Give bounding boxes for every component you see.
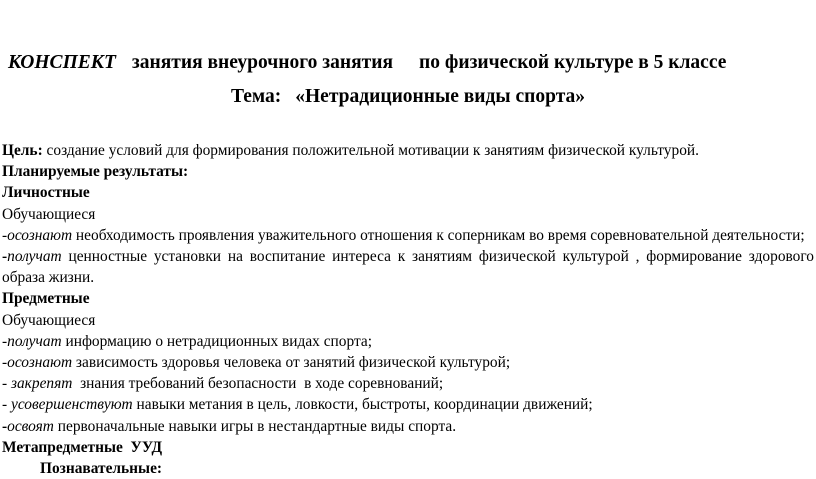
subject-item bbox=[2, 331, 814, 352]
item-prefix: - bbox=[2, 354, 8, 372]
document-body bbox=[2, 140, 814, 479]
item-text: знания требований безопасности в ходе соревнований; bbox=[72, 375, 444, 393]
document-title bbox=[8, 52, 816, 74]
goal-label: Цель: bbox=[2, 142, 43, 159]
item-prefix: - bbox=[2, 226, 8, 244]
title-middle: занятия внеурочного занятия bbox=[131, 52, 393, 73]
item-text: ценностные установки на воспитание интереса к занятиям физической культурой , формирование здорового образа жизни. bbox=[2, 248, 814, 287]
subject-heading: Предметные bbox=[2, 290, 90, 308]
subject-who: Обучающиеся bbox=[2, 311, 96, 329]
item-text: информацию о нетрадиционных видах спорта; bbox=[61, 332, 373, 350]
personal-who: Обучающиеся bbox=[2, 205, 96, 223]
cognitive-heading: Познавательные: bbox=[40, 460, 163, 478]
topic-label: Тема: bbox=[230, 86, 282, 107]
personal-heading: Личностные bbox=[2, 184, 90, 202]
subject-item bbox=[2, 373, 814, 394]
personal-item bbox=[2, 246, 814, 288]
topic-value: «Нетрадиционные виды спорта» bbox=[295, 86, 586, 107]
subject-item bbox=[2, 394, 814, 415]
personal-item bbox=[2, 225, 814, 246]
item-verb: усовершенствуют bbox=[10, 396, 133, 414]
subject-item bbox=[2, 416, 814, 437]
goal-text: создание условий для формирования положительной мотивации к занятиям физической культурой. bbox=[42, 142, 699, 159]
item-text: первоначальные навыки игры в нестандартные виды спорта. bbox=[53, 417, 457, 435]
item-prefix: - bbox=[2, 417, 8, 435]
item-prefix: - bbox=[2, 248, 8, 266]
goal-paragraph bbox=[2, 140, 814, 161]
item-text: навыки метания в цель, ловкости, быстроты, координации движений; bbox=[132, 396, 593, 414]
meta-heading: Метапредметные УУД bbox=[2, 438, 163, 456]
item-verb: освоят bbox=[7, 417, 54, 435]
item-text: необходимость проявления уважительного отношения к соперникам во время соревновательной деятельности; bbox=[72, 226, 805, 244]
item-text: зависимость здоровья человека от занятий физической культурой; bbox=[72, 354, 511, 372]
item-verb: получат bbox=[7, 332, 62, 350]
title-lead: КОНСПЕКТ bbox=[8, 52, 116, 73]
item-prefix: - bbox=[2, 375, 11, 393]
subject-item bbox=[2, 352, 814, 373]
item-verb: получат bbox=[7, 248, 62, 266]
item-prefix: - bbox=[2, 396, 11, 414]
item-verb: осознают bbox=[7, 354, 73, 372]
topic-line bbox=[0, 86, 816, 108]
planned-results-heading: Планируемые результаты: bbox=[2, 163, 189, 181]
title-tail: по физической культуре в 5 классе bbox=[419, 52, 727, 73]
item-verb: осознают bbox=[7, 226, 73, 244]
item-prefix: - bbox=[2, 332, 8, 350]
item-verb: закрепят bbox=[10, 375, 73, 393]
